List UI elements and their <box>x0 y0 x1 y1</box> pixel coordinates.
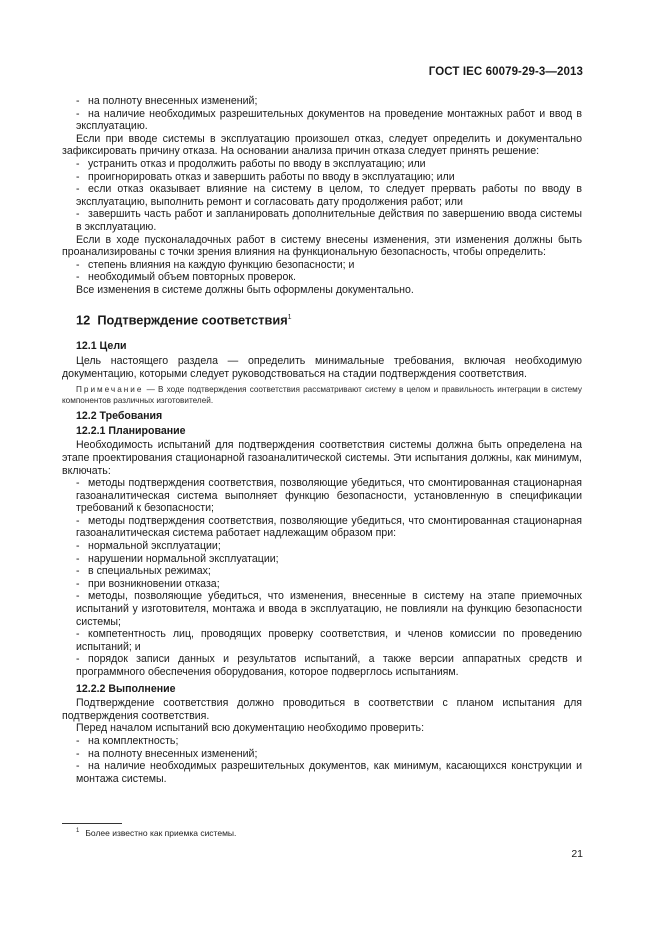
bullet-item <box>62 95 582 108</box>
bullet-text: в специальных режимах; <box>88 565 211 578</box>
footnote-number: 1 <box>76 828 80 835</box>
bullet-item <box>62 628 582 653</box>
footnote-text: Более известно как приемка системы. <box>85 828 237 838</box>
footnote-divider <box>62 823 122 824</box>
bullet-item <box>62 208 582 233</box>
bullet-item <box>62 158 582 171</box>
section-12-heading <box>62 312 582 327</box>
bullet-text: на наличие необходимых разрешительных документов на проведение монтажных работ и ввод в эксплуатацию. <box>76 107 582 133</box>
bullet-dash: - <box>76 107 80 120</box>
bullet-text: устранить отказ и продолжить работы по вводу в эксплуатацию; или <box>88 157 426 170</box>
bullet-item <box>62 540 582 553</box>
bullet-dash: - <box>76 183 80 196</box>
bullet-text: степень влияния на каждую функцию безопасности; и <box>88 258 355 271</box>
subsection-12-2-1-body <box>62 439 582 678</box>
subsection-12-2-2-body <box>62 697 582 785</box>
paragraph: Если при вводе системы в эксплуатацию произошел отказ, следует определить и документально зафиксировать причину отказа. На основании анализа причин отказа следует принять решение: <box>62 132 582 158</box>
subsection-12-1-heading: 12.1 Цели <box>76 340 127 353</box>
document-id-header: ГОСТ IEC 60079-29-3—2013 <box>428 66 583 78</box>
bullet-text: завершить часть работ и запланировать дополнительные действия по завершению ввода системы в эксплуатацию. <box>76 208 582 233</box>
page-body <box>62 95 582 785</box>
section-title: Подтверждение соответствия <box>97 311 288 327</box>
bullet-text: порядок записи данных и результатов испытаний, а также версии аппаратных средств и программного обеспечения оборудования, которое подверглось испытаниям. <box>76 653 582 679</box>
note <box>62 384 582 406</box>
bullet-item <box>62 578 582 591</box>
bullet-item <box>62 108 582 133</box>
note-text: — В ходе подтверждения соответствия рассматривают систему в целом и правильность интеграции в систему компонентов различных изготовителей. <box>62 385 582 406</box>
bullet-dash: - <box>76 258 80 271</box>
bullet-dash: - <box>76 653 80 666</box>
subsection-12-2-heading: 12.2 Требования <box>76 410 163 423</box>
bullet-dash: - <box>76 760 80 773</box>
bullet-text: проигнорировать отказ и завершить работы по вводу в эксплуатацию; или <box>88 170 455 183</box>
paragraph: Все изменения в системе должны быть оформлены документально. <box>76 283 414 296</box>
bullet-item <box>62 259 582 272</box>
paragraph: Подтверждение соответствия должно проводиться в соответствии с планом испытания для подтверждения соответствия. <box>62 697 582 722</box>
bullet-text: методы, позволяющие убедиться, что изменения, внесенные в систему на этапе приемочных испытаний у изготовителя, монтажа и ввода в эксплуатацию, не повлияли на функцию безопасности системы; <box>76 590 582 628</box>
bullet-dash: - <box>76 540 80 553</box>
bullet-text: компетентность лиц, проводящих проверку соответствия, и членов комиссии по проведению испытаний; и <box>76 628 582 653</box>
bullet-text: при возникновении отказа; <box>88 577 220 590</box>
section-number: 12 <box>76 311 91 327</box>
paragraph: Перед началом испытаний всю документацию необходимо проверить: <box>76 722 425 735</box>
bullet-dash: - <box>76 590 80 603</box>
bullet-item <box>62 271 582 284</box>
bullet-item <box>62 477 582 515</box>
bullet-dash: - <box>76 577 80 590</box>
subsection-12-2-1-heading: 12.2.1 Планирование <box>76 424 186 437</box>
paragraph: Если в ходе пусконаладочных работ в систему внесены изменения, эти изменения должны быть проанализированы с точки зрения влияния на функциональную безопасность, чтобы определить: <box>62 233 582 259</box>
bullet-text: нарушении нормальной эксплуатации; <box>88 552 279 565</box>
bullet-item <box>62 760 582 785</box>
bullet-text: если отказ оказывает влияние на систему в целом, то следует прервать работы по вводу в эксплуатацию, выполнить ремонт и согласовать дату продолжения работ; или <box>76 183 582 208</box>
page-number: 21 <box>571 848 583 860</box>
bullet-item <box>62 515 582 540</box>
bullet-dash: - <box>76 565 80 578</box>
bullet-item <box>62 171 582 184</box>
subsection-12-2-2-heading: 12.2.2 Выполнение <box>76 682 176 695</box>
note-label: Примечание <box>76 385 144 395</box>
bullet-text: на полноту внесенных изменений; <box>88 95 258 107</box>
bullet-dash: - <box>76 95 80 107</box>
section-11-tail <box>62 95 582 297</box>
bullet-item <box>62 748 582 761</box>
bullet-item <box>62 553 582 566</box>
bullet-item <box>62 653 582 678</box>
bullet-text: на комплектность; <box>88 734 179 747</box>
bullet-text: методы подтверждения соответствия, позволяющие убедиться, что смонтированная стационарная газоаналитическая система работает надлежащим образом при: <box>76 514 582 540</box>
bullet-dash: - <box>76 734 80 747</box>
bullet-dash: - <box>76 514 80 527</box>
bullet-dash: - <box>76 747 80 760</box>
bullet-item <box>62 590 582 628</box>
bullet-dash: - <box>76 271 80 284</box>
bullet-dash: - <box>76 208 80 221</box>
paragraph: Необходимость испытаний для подтверждения соответствия системы должна быть определена на этапе проектирования стационарной газоаналитической системы. Эти испытания должны, как минимум, включать: <box>62 439 582 477</box>
bullet-dash: - <box>76 157 80 170</box>
bullet-text: нормальной эксплуатации; <box>88 540 221 553</box>
subsection-12-1-text: Цель настоящего раздела — определить минимальные требования, включая необходимую документацию, которыми следует руководствоваться на стадии подтверждения соответствия. <box>62 354 582 380</box>
bullet-dash: - <box>76 477 80 490</box>
bullet-item <box>62 183 582 208</box>
bullet-text: на наличие необходимых разрешительных документов, как минимум, касающихся конструкции и монтажа системы. <box>76 760 582 785</box>
bullet-text: на полноту внесенных изменений; <box>88 747 258 760</box>
bullet-item <box>62 735 582 748</box>
bullet-text: методы подтверждения соответствия, позволяющие убедиться, что смонтированная стационарная газоаналитическая система выполняет функцию безопасности, установленную в спецификации требований к безопасности; <box>76 477 582 515</box>
bullet-item <box>62 565 582 578</box>
bullet-text: необходимый объем повторных проверок. <box>88 271 296 284</box>
footnote <box>76 828 236 838</box>
footnote-mark: 1 <box>287 313 292 321</box>
bullet-dash: - <box>76 170 80 183</box>
bullet-dash: - <box>76 552 80 565</box>
bullet-dash: - <box>76 628 80 641</box>
